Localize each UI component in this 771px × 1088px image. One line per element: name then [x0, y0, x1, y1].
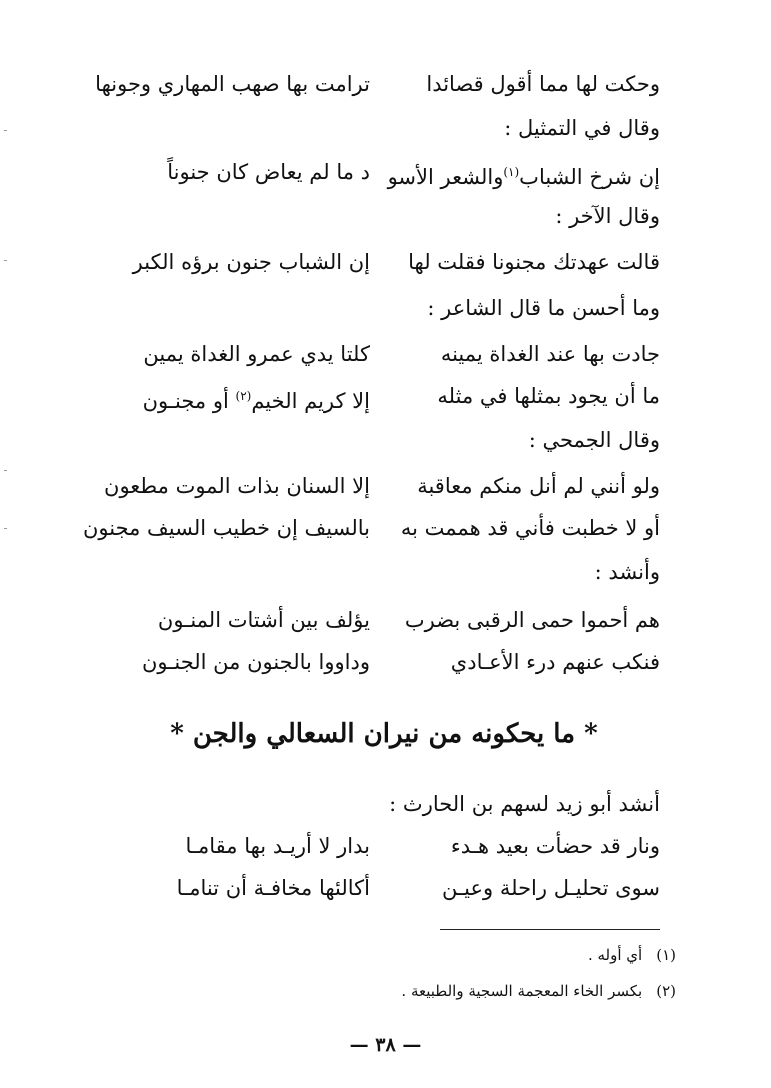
intro-line: وقال في التمثيل : [504, 116, 660, 140]
verse-hemistich-2: وداووا بالجنون من الجنـون [141, 650, 370, 674]
footnote-number: (١) [656, 946, 676, 964]
verse-line [108, 826, 660, 866]
verse-line [108, 376, 660, 416]
footnote-text: أي أوله . [587, 946, 643, 964]
intro-line: وما أحسن ما قال الشاعر : [427, 296, 660, 320]
scan-mark [4, 130, 7, 131]
verse-line [108, 334, 660, 374]
verse-hemistich-2: بدار لا أريـد بها مقامـا [185, 834, 370, 858]
verse-hemistich-1: إن شرخ الشباب$^{(١)}$والشعر الأسو [387, 165, 660, 189]
verse-hemistich-2: إلا السنان بذات الموت مطعون [104, 474, 370, 498]
verse-hemistich-2: يؤلف بين أشتات المنـون [157, 608, 370, 632]
verse-hemistich-1: سوى تحليـل راحلة وعيـن [442, 876, 660, 900]
verse-hemistich-1: هم أحموا حمى الرقبى بضرب [404, 608, 660, 632]
scan-mark [4, 260, 7, 261]
verse-hemistich-2: إلا كريم الخيم$^{(٢)}$ أو مجنـون [142, 389, 370, 413]
footnote [108, 940, 676, 970]
verse-line [108, 642, 660, 682]
verse-hemistich-1: قالت عهدتك مجنونا فقلت لها [408, 250, 660, 274]
verse-line [95, 64, 660, 104]
footnote-divider [440, 929, 660, 930]
intro-line: وقال الآخر : [555, 204, 660, 228]
verse-hemistich-1: أو لا خطبت فأني قد هممت به [400, 516, 660, 540]
footnote-number: (٢) [656, 982, 676, 1000]
verse-hemistich-1: وحكت لها مما أقول قصائدا [426, 72, 660, 96]
verse-line [108, 868, 660, 908]
verse-hemistich-2: بالسيف إن خطيب السيف مجنون [82, 516, 370, 540]
verse-line [82, 508, 660, 548]
verse-line [108, 152, 660, 192]
verse-hemistich-2: أكالئها مخافـة أن تنامـا [176, 876, 370, 900]
footnote-ref: (٢) [235, 389, 252, 403]
verse-line [104, 466, 660, 506]
intro-line: وأنشد : [594, 560, 660, 584]
verse-hemistich-2: ترامت بها صهب المهاري وجونها [95, 72, 370, 96]
verse-hemistich-2: كلتا يدي عمرو الغداة يمين [143, 342, 370, 366]
footnote [108, 976, 676, 1006]
footnote-text: بكسر الخاء المعجمة السجية والطبيعة . [401, 982, 643, 1000]
verse-hemistich-1: ما أن يجود بمثلها في مثله [437, 384, 660, 408]
footnote-ref: (١) [503, 165, 520, 179]
verse-line [108, 242, 660, 282]
page-number: — ٣٨ — [349, 1034, 422, 1056]
section-heading: * ما يحكونه من نيران السعالي والجن * [170, 719, 598, 749]
verse-hemistich-2: د ما لم يعاض كان جنوناً [167, 160, 370, 184]
verse-line [108, 600, 660, 640]
scan-mark [4, 470, 7, 471]
intro-line: وقال الجمحي : [528, 428, 660, 452]
intro-line: أنشد أبو زيد لسهم بن الحارث : [389, 792, 660, 816]
scan-mark [4, 528, 7, 529]
verse-hemistich-1: جادت بها عند الغداة يمينه [440, 342, 660, 366]
verse-hemistich-1: فنكب عنهم درء الأعـادي [450, 650, 660, 674]
verse-hemistich-2: إن الشباب جنون برؤه الكبر [132, 250, 370, 274]
verse-hemistich-1: ونار قد حضأت بعيد هـدء [450, 834, 660, 858]
verse-hemistich-1: ولو أنني لم أنل منكم معاقبة [417, 474, 660, 498]
